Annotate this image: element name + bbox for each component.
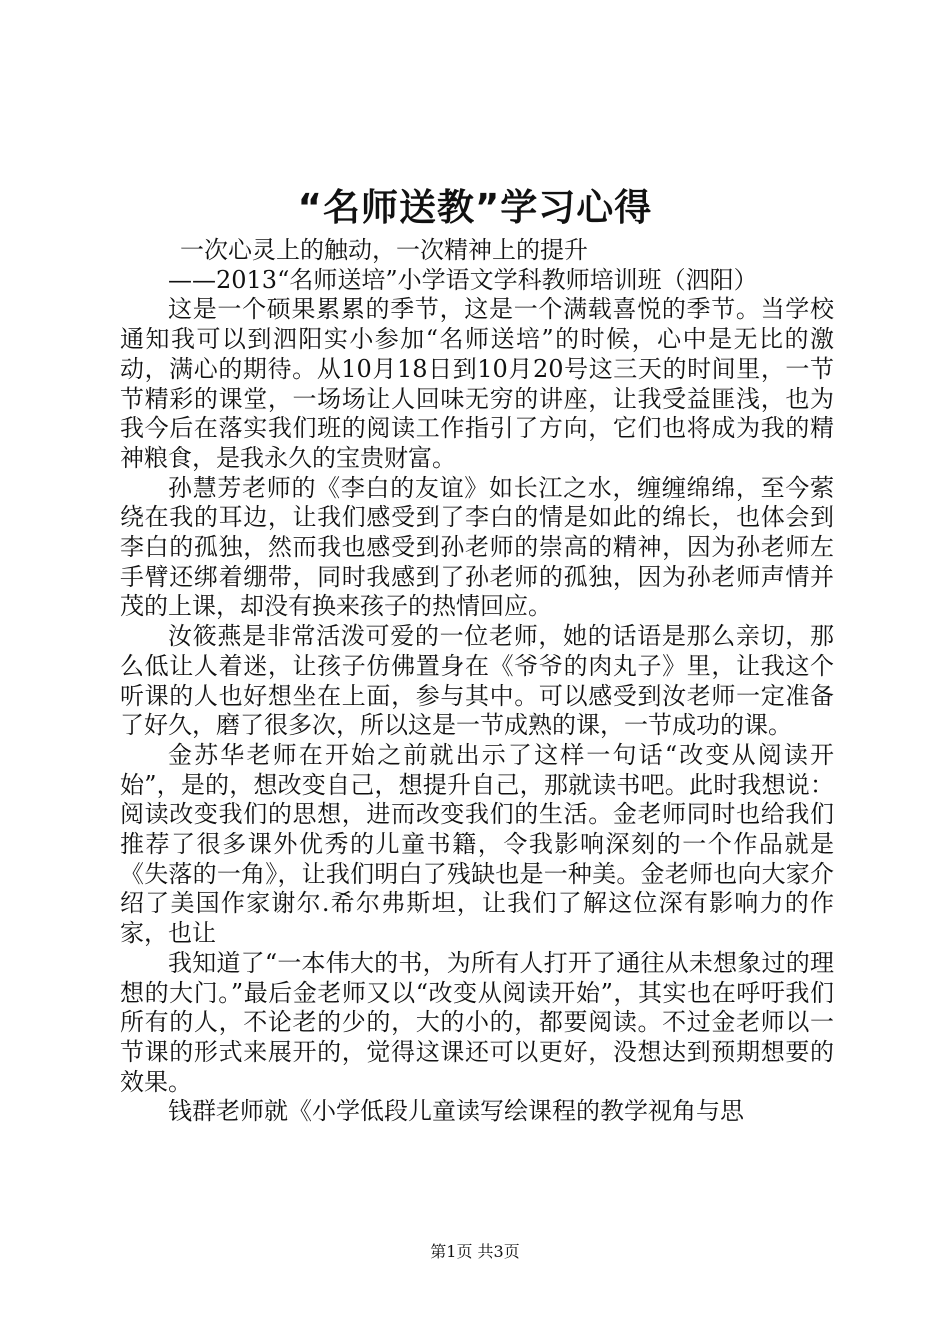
paragraph: 这是一个硕果累累的季节，这是一个满载喜悦的季节。当学校通知我可以到泗阳实小参加“名师送培”的时候，心中是无比的激动，满心的期待。从10月18日到10月20号这三天的时间里，一节节精彩的课堂，一场场让人回味无穷的讲座，让我受益匪浅，也为我今后在落实我们班的阅读工作指引了方向，它们也将成为我的精神粮食，是我永久的宝贵财富。	[120, 295, 834, 472]
document-body	[120, 236, 834, 1127]
paragraph: 钱群老师就《小学低段儿童读写绘课程的教学视角与思	[168, 1097, 744, 1126]
document-subtitle: 一次心灵上的触动，一次精神上的提升	[180, 236, 588, 264]
paragraph: 汝筱燕是非常活泼可爱的一位老师，她的话语是那么亲切，那么低让人着迷，让孩子仿佛置身在《爷爷的肉丸子》里，让我这个听课的人也好想坐在上面，参与其中。可以感受到汝老师一定准备了好久，磨了很多次，所以这是一节成熟的课，一节成功的课。	[120, 622, 834, 740]
paragraph: 我知道了“一本伟大的书，为所有人打开了通往从未想象过的理想的大门。”最后金老师又以“改变从阅读开始”，其实也在呼吁我们所有的人，不论老的少的，大的小的，都要阅读。不过金老师以一节课的形式来展开的，觉得这课还可以更好，没想达到预期想要的效果。	[120, 948, 834, 1096]
paragraph: 孙慧芳老师的《李白的友谊》如长江之水，缠缠绵绵，至今萦绕在我的耳边，让我们感受到了李白的情是如此的绵长，也体会到李白的孤独，然而我也感受到孙老师的崇高的精神，因为孙老师左手臂还绑着绷带，同时我感到了孙老师的孤独，因为孙老师声情并茂的上课，却没有换来孩子的热情回应。	[120, 473, 834, 621]
document-title: “名师送教”学习心得	[297, 186, 653, 229]
document-subtitle-2: ——2013“名师送培”小学语文学科教师培训班（泗阳）	[168, 265, 758, 294]
page-footer: 第1页 共3页	[430, 1242, 520, 1261]
paragraph: 金苏华老师在开始之前就出示了这样一句话“改变从阅读开始”，是的，想改变自己，想提升自己，那就读书吧。此时我想说：阅读改变我们的思想，进而改变我们的生活。金老师同时也给我们推荐了很多课外优秀的儿童书籍，令我影响深刻的一个作品就是《失落的一角》，让我们明白了残缺也是一种美。金老师也向大家介绍了美国作家谢尔.希尔弗斯坦，让我们了解这位深有影响力的作家，也让	[120, 740, 834, 948]
